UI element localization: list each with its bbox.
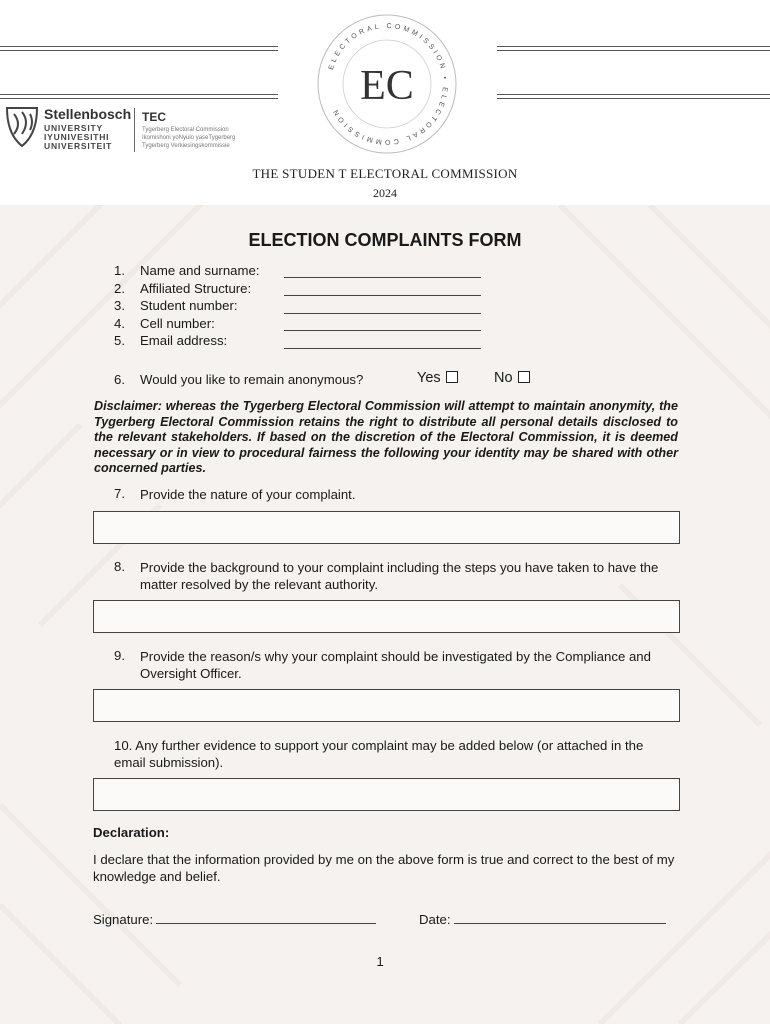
- field-number: 3.: [114, 298, 125, 313]
- commission-year: 2024: [373, 186, 397, 200]
- disclaimer-text: Disclaimer: whereas the Tygerberg Electoral Commission will attempt to maintain anonymity, the Tygerberg Electoral Commission retains the right to distribute all personal details disclosed to the relevant stakeholders. If based on the discretion of the Electoral Commission, it is deemed necessary or in view to procedural fairness the following your identity may be shared with other concerned parties.: [94, 399, 678, 475]
- further-evidence-box[interactable]: [93, 778, 680, 811]
- logo-divider: [134, 108, 135, 152]
- complaint-background-question: Provide the background to your complaint including the steps you have taken to have the matter resolved by the relevant authority.: [140, 560, 659, 592]
- stellenbosch-logo-icon: [4, 104, 40, 150]
- field-number: 1.: [114, 263, 125, 278]
- no-checkbox[interactable]: [518, 371, 530, 383]
- yes-checkbox[interactable]: [446, 371, 458, 383]
- student-number-label: Student number:: [140, 298, 238, 313]
- header-rule-right-top: [497, 46, 770, 51]
- field-number: 4.: [114, 316, 125, 331]
- university-subtitle: UNIVERSITY IYUNIVESITHI UNIVERSITEIT: [44, 123, 113, 151]
- cell-number-label: Cell number:: [140, 316, 215, 331]
- header-rule-right-bottom: [497, 94, 770, 99]
- email-address-field[interactable]: [284, 336, 481, 349]
- university-name: Stellenbosch: [44, 106, 132, 122]
- name-surname-label: Name and surname:: [140, 263, 260, 278]
- investigation-reason-question: Provide the reason/s why your complaint should be investigated by the Compliance and Oversight Officer.: [140, 649, 651, 681]
- declaration-text: I declare that the information provided by me on the above form is true and correct to the best of my knowledge and belief.: [93, 852, 675, 884]
- question-number: 9.: [114, 648, 125, 663]
- anonymous-yes-option[interactable]: Yes: [417, 370, 458, 386]
- page-number: 1: [376, 954, 384, 969]
- form-title: ELECTION COMPLAINTS FORM: [248, 230, 522, 250]
- field-number: 2.: [114, 281, 125, 296]
- anonymous-no-option[interactable]: No: [494, 370, 530, 386]
- declaration-heading: Declaration:: [93, 825, 170, 840]
- tec-logo-text: TEC: [142, 110, 166, 124]
- svg-text:ELECTORAL COMMISSION • ELECTOR: ELECTORAL COMMISSION • ELECTORAL COMMISSION: [327, 22, 449, 146]
- field-number: 5.: [114, 333, 125, 348]
- complaint-background-box[interactable]: [93, 600, 680, 633]
- signature-label: Signature:: [93, 912, 154, 927]
- signature-field[interactable]: [156, 911, 376, 924]
- investigation-reason-box[interactable]: [93, 689, 680, 722]
- date-field[interactable]: [454, 911, 666, 924]
- name-surname-field[interactable]: [284, 265, 481, 278]
- date-row: [419, 911, 666, 927]
- commission-title: THE STUDEN T ELECTORAL COMMISSION: [252, 166, 518, 181]
- question-number: 8.: [114, 559, 125, 574]
- electoral-commission-seal: [316, 13, 458, 155]
- further-evidence-question: 10. Any further evidence to support your complaint may be added below (or attached in the email submission).: [114, 738, 644, 770]
- affiliated-structure-field[interactable]: [284, 283, 481, 296]
- question-number: 6.: [114, 372, 125, 387]
- signature-row: [93, 911, 376, 927]
- svg-text:EC: EC: [360, 63, 414, 109]
- complaint-nature-box[interactable]: [93, 511, 680, 544]
- header-rule-left-bottom: [0, 94, 278, 99]
- complaint-nature-question: Provide the nature of your complaint.: [140, 487, 356, 502]
- email-address-label: Email address:: [140, 333, 228, 348]
- tec-subtitle: Tygerberg Electoral Commission Ikomishoni yoNyulo yaseTygerberg Tygerberg Verkiesingskommissie: [142, 127, 236, 149]
- header-rule-left-top: [0, 46, 278, 51]
- affiliated-structure-label: Affiliated Structure:: [140, 281, 252, 296]
- date-label: Date:: [419, 912, 451, 927]
- question-number: 7.: [114, 486, 125, 501]
- student-number-field[interactable]: [284, 301, 481, 314]
- anonymous-question: Would you like to remain anonymous?: [140, 372, 364, 387]
- cell-number-field[interactable]: [284, 318, 481, 331]
